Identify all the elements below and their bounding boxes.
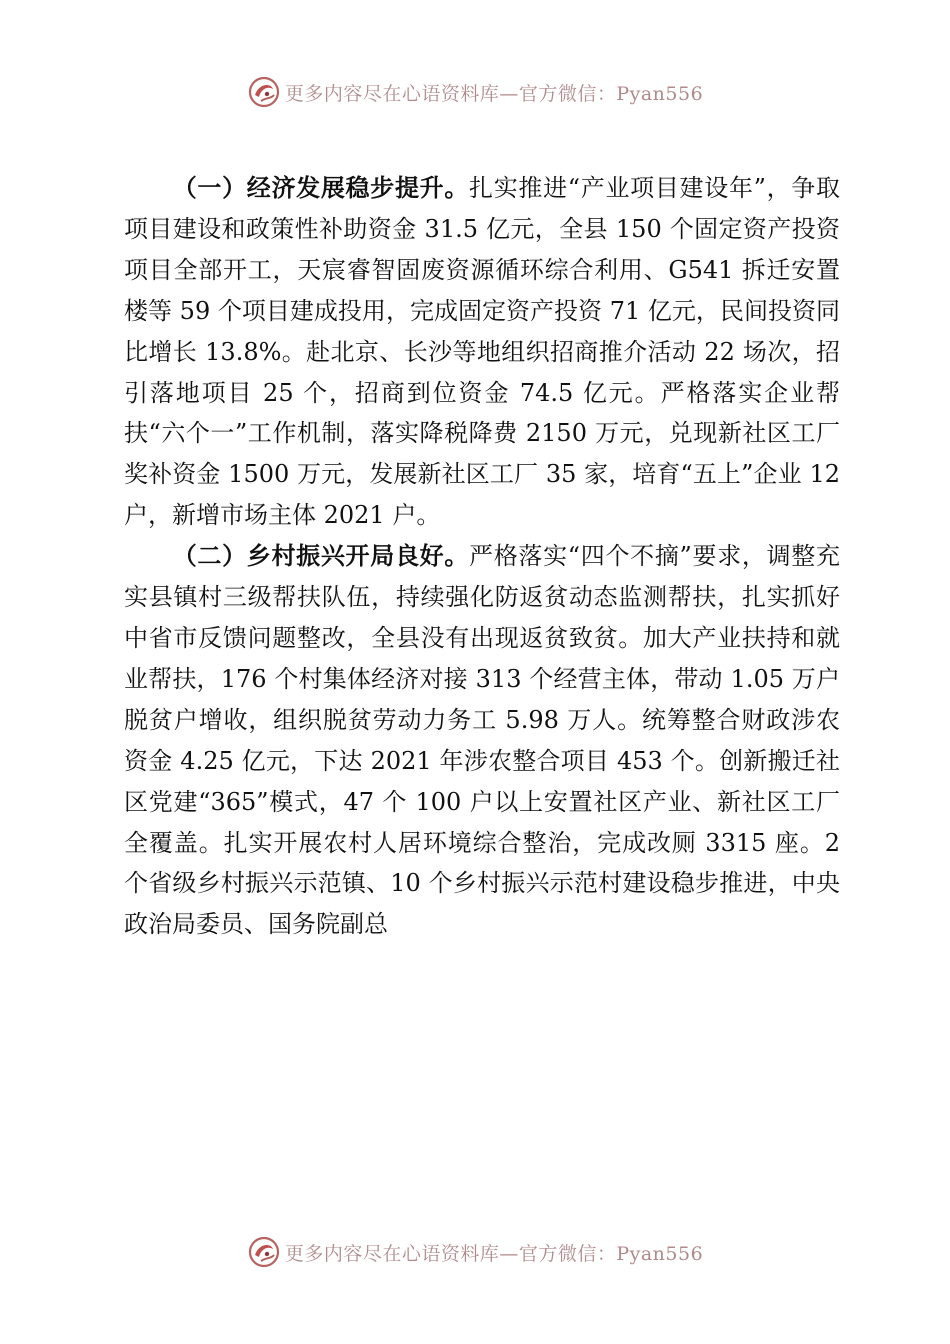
watermark-banner-bottom: [0, 1232, 950, 1272]
swirl-logo-icon: [247, 1235, 281, 1269]
section-heading-economy: （一）经济发展稳步提升。: [172, 174, 470, 202]
section-heading-rural: （二）乡村振兴开局良好。: [172, 542, 470, 571]
section-body-rural: 严格落实“四个不摘”要求，调整充实县镇村三级帮扶队伍，持续强化防返贫动态监测帮扶，扎实抓好中省市反馈问题整改，全县没有出现返贫致贫。加大产业扶持和就业帮扶，176 个村集体经济对接 313 个经营主体，带动 1.05 万户脱贫户增收，组织脱贫劳动力务工 5.98 万人。统筹整合财政涉农资金 4.25 亿元，下达 2021 年涉农整合项目 453 个。创新搬迁社区党建“365”模式，47 个 100 户以上安置社区产业、新社区工厂全覆盖。扎实开展农村人居环境综合整治，完成改厕 3315 座。2 个省级乡村振兴示范镇、10 个乡村振兴示范村建设稳步推进，中央政治局委员、国务院副总: [124, 542, 840, 939]
section-body-economy: 扎实推进“产业项目建设年”，争取项目建设和政策性补助资金 31.5 亿元，全县 150 个固定资产投资项目全部开工，天宸睿智固废资源循环综合利用、G541 拆迁安置楼等 59 个项目建成投用，完成固定资产投资 71 亿元，民间投资同比增长 13.8%。赴北京、长沙等地组织招商推介活动 22 场次，招引落地项目 25 个，招商到位资金 74.5 亿元。严格落实企业帮扶“六个一”工作机制，落实降税降费 2150 万元，兑现新社区工厂奖补资金 1500 万元，发展新社区工厂 35 家，培育“五上”企业 12 户，新增市场主体 2021 户。: [124, 174, 840, 530]
watermark-text: 更多内容尽在心语资料库—官方微信：Pyan556: [284, 82, 704, 105]
swirl-logo-icon: [247, 75, 281, 109]
paragraph-rural: [124, 536, 840, 945]
watermark-banner-top: [0, 72, 950, 112]
paragraph-economy: [124, 168, 840, 536]
document-body: [124, 168, 840, 945]
watermark-text: 更多内容尽在心语资料库—官方微信：Pyan556: [284, 1242, 704, 1265]
